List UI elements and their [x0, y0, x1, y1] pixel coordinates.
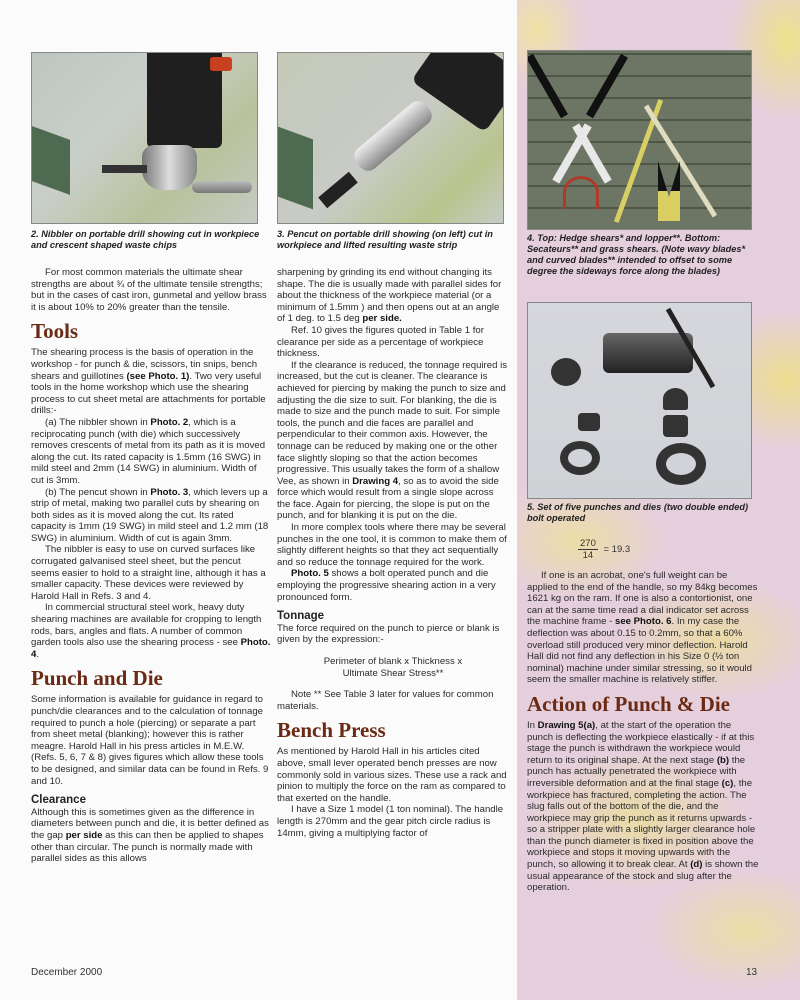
footer-date: December 2000	[31, 967, 103, 978]
clearance-paragraph: Although this is sometimes given as the difference in diameters between punch and die, it is better defined as the gap per side as this can then be applied to shapes other than circular. The punch is normally made with parallel sides as this allows	[31, 806, 269, 865]
tools-paragraph-2: (a) The nibbler shown in Photo. 2, which is a reciprocating punch (with die) which successively removes crescents of metal from its path as it is moved along the cut. Its rated capacity is 1.5mm (16 SWG) in mild steel and 2mm (14 SWG) in aluminium. Width of cut is 3mm.	[31, 416, 266, 486]
die-ring	[656, 443, 706, 485]
die-ring	[560, 441, 600, 475]
pencut-body	[350, 97, 436, 175]
col2-paragraph-2: Ref. 10 gives the figures quoted in Table 1 for clearance per side as a percentage of workpiece thickness.	[277, 324, 484, 360]
nibbler-spindle	[102, 165, 147, 173]
caption-photo-4: 4. Top: Hedge shears* and lopper**. Bottom: Secateurs** and grass shears. (Note wavy blades* and curved blades** intended to offset to some degree the sideways force along the blades)	[527, 233, 746, 276]
tools-paragraph-3: (b) The pencut shown in Photo. 3, which levers up a strip of metal, making two parallel cuts by shearing on both sides as it is moved along the cut. Its rated capacity is 1mm (19 SWG) in mild steel and 1.2 mm (18 SWG) in aluminium. Width of cut is again 3mm.	[31, 486, 269, 544]
punch-paragraph: Some information is available for guidance in regard to punch/die clearances and to the calculation of tonnage required to punch a hole (piercing) or separate a part from sheet metal (blanking); however this is rather meagre. Harold Hall in his press articles in M.E.W. (Refs. 5, 6, 7 & 8) gives figures which allow these tools to be designed, and similar data can be found in Refs. 9 and 10.	[31, 694, 269, 787]
bench-paragraph-1: As mentioned by Harold Hall in his articles cited above, small lever operated bench presses are now commonly sold in various sizes. These use a rack and pinion to multiply the force on the ram as compared to that exerted on the handle.	[277, 746, 507, 804]
intro-paragraph: For most common materials the ultimate shear strengths are about ¾ of the ultimate tensile strengths; but in the cases of cast iron, gunmetal and yellow brass it is about 10% to 20% greater than the tensile.	[31, 267, 267, 313]
hedge-shears-blade	[552, 123, 591, 183]
caption-photo-5: 5. Set of five punches and dies (two double ended) bolt operated	[527, 502, 749, 523]
punch	[663, 388, 688, 410]
bolt-punch-body	[603, 333, 693, 373]
col3-paragraph-1: If one is an acrobat, one's full weight can be applied to the end of the handle, so my 84kg becomes 1621 kg on the ram. If one is also a contortionist, one can at the same time read a dial indicator set across the machine frame - see Photo. 6. In my case the deflection was about 0.15 to 0.2mm, so that a 60% overload still produced very minor deflection. Harold Hall did not find any deflection in his Size 0 (½ ton nominal) machine under similar stressing, so it would seem the smaller machine is relatively stiffer.	[527, 570, 758, 686]
die	[663, 415, 688, 437]
die	[578, 413, 600, 431]
col2-paragraph-5: Photo. 5 shows a bolt operated punch and die employing the progressive shearing action in a very pronounced form.	[277, 568, 496, 603]
grass-shears	[658, 161, 680, 221]
caption-photo-3: 3. Pencut on portable drill showing (on left) cut in workpiece and lifted resulting waste strip	[277, 229, 493, 250]
photo-nibbler	[31, 52, 258, 224]
workpiece	[278, 127, 313, 210]
tonnage-paragraph: The force required on the punch to pierce or blank is given by the expression:-	[277, 622, 500, 646]
lopper-handle	[644, 105, 717, 218]
heading-tonnage: Tonnage	[277, 610, 325, 623]
col2-paragraph-3: If the clearance is reduced, the tonnage required is increased, but the cut is cleaner. The clearance is achieved for piercing by making the punch to size and adjusting the die size to suit. For blanking, the die is made to size and the punch made to suit. For simple tools, the punch and die faces are parallel and perpendicular to their common axis. However, the tonnage can be reduced by making one or the other face slightly sloping so that the action becomes progressive. This usually takes the form of a shallow Vee, as shown in Drawing 4, so as to avoid the side force which would result from a single slope across the face. Again for piercing, the slope is put on the punch, and for blanking it is put on the die.	[277, 359, 507, 522]
multiplying-factor-fraction: $\frac{270}{14}$ = 19.3	[580, 538, 631, 561]
workpiece	[32, 126, 70, 195]
photo-pencut	[277, 52, 504, 224]
col2-paragraph-1: sharpening by grinding its end without changing its shape. The die is usually made with parallel sides for about the thickness of the workpiece material (or a minimum of 1.5mm ) and then opens out at an angle of 1 deg. to 1.5 deg per side.	[277, 267, 502, 325]
tools-paragraph-5: In commercial structural steel work, heavy duty shearing machines are available for cropping to length rods, bars, angles and flats. A number of common garden tools also use the shearing process - see Photo. 4.	[31, 602, 271, 660]
nibbler-handle	[192, 181, 252, 193]
note-paragraph: Note ** See Table 3 later for values for common materials.	[277, 689, 494, 712]
caption-photo-2: 2. Nibbler on portable drill showing cut in workpiece and crescent shaped waste chips	[31, 229, 260, 250]
pencut-tip	[318, 172, 358, 208]
photo-garden-tools	[527, 50, 752, 230]
heading-clearance: Clearance	[31, 794, 86, 807]
column-3	[527, 570, 759, 894]
col2-paragraph-4: In more complex tools where there may be several punches in the one tool, it is common to make them of slightly different heights so that they act sequentially and so reduce the tonnage required for the work.	[277, 522, 507, 568]
page-number: 13	[746, 967, 758, 978]
tools-paragraph-1: The shearing process is the basis of operation in the workshop - for punch & die, scissors, tin snips, bench shears and guillotines (see Photo. 1). Two very useful tools in the home workshop which use the shearing process to cut sheet metal are attachments for portable drills:-	[31, 347, 266, 417]
nibbler-head	[142, 145, 197, 190]
tonnage-formula: Perimeter of blank x Thickness x Ultimate Shear Stress**	[323, 656, 463, 679]
heading-action-of-punch-and-die: Action of Punch & Die	[527, 691, 730, 716]
column-1	[31, 267, 271, 865]
drill-trigger	[210, 57, 232, 71]
hedge-shears-blade	[572, 123, 611, 183]
heading-tools: Tools	[31, 319, 79, 344]
hedge-shears-handle	[586, 54, 628, 119]
tools-paragraph-4: The nibbler is easy to use on curved surfaces like corrugated galvanised steel sheet, but the pencut seems easier to hold to a straight line, although it has a smaller capacity. These devices were reviewed by Harold Hall in Refs. 3 and 4.	[31, 544, 266, 602]
heading-punch-and-die: Punch and Die	[31, 666, 163, 691]
punch	[551, 358, 581, 386]
heading-bench-press: Bench Press	[277, 718, 386, 743]
bench-paragraph-2: I have a Size 1 model (1 ton nominal). The handle length is 270mm and the gear pitch circle radius is 14mm, giving a multiplying factor of	[277, 804, 504, 839]
action-paragraph: In Drawing 5(a), at the start of the operation the punch is deflecting the workpiece elastically - if at this stage the punch is withdrawn the workpiece would return to its original shape. At the next stage (b) the punch has actually penetrated the workpiece with irreversible deformation and at the final stage (c), the workpiece has fractured, completing the action. The slug falls out of the bottom of the die, and the workpiece may grip the punch as it returns upwards - so a stripper plate with a slightly larger clearance hole than the punch diameter is fixed in position above the workpiece and stops it moving upwards with the punch, so allowing it to break clear. At (d) is shown the usual appearance of the stock and slug after the operation.	[527, 719, 759, 894]
secateurs	[563, 176, 599, 209]
column-2	[277, 267, 509, 839]
photo-punches-dies	[527, 302, 752, 499]
hedge-shears-handle	[527, 54, 568, 119]
